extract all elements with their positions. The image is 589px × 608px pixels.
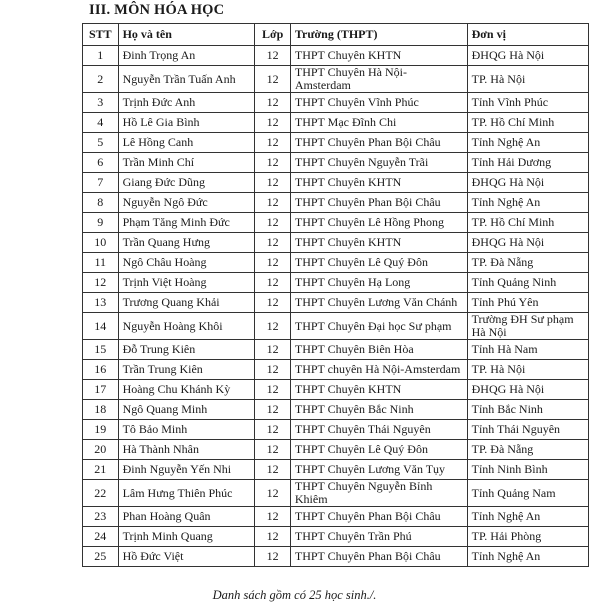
table-row	[83, 527, 589, 547]
cell-school: THPT Chuyên Phan Bội Châu	[290, 133, 467, 153]
cell-name: Lâm Hưng Thiên Phúc	[118, 480, 255, 507]
table-row	[83, 233, 589, 253]
cell-grade: 12	[255, 380, 290, 400]
cell-school: THPT Chuyên KHTN	[290, 173, 467, 193]
cell-unit: Tỉnh Ninh Bình	[467, 460, 588, 480]
table-row	[83, 133, 589, 153]
cell-grade: 12	[255, 340, 290, 360]
cell-school: THPT Chuyên Bắc Ninh	[290, 400, 467, 420]
table-row	[83, 213, 589, 233]
table-row	[83, 420, 589, 440]
cell-grade: 12	[255, 507, 290, 527]
student-table	[82, 23, 589, 567]
cell-grade: 12	[255, 360, 290, 380]
section-title: III. MÔN HÓA HỌC	[89, 2, 225, 18]
cell-stt: 11	[83, 253, 119, 273]
cell-school: THPT Chuyên Vĩnh Phúc	[290, 93, 467, 113]
cell-unit: Tỉnh Nghệ An	[467, 547, 588, 567]
cell-unit: Tỉnh Nghệ An	[467, 133, 588, 153]
cell-grade: 12	[255, 133, 290, 153]
cell-name: Đỗ Trung Kiên	[118, 340, 255, 360]
cell-unit: Tỉnh Quảng Ninh	[467, 273, 588, 293]
header-school: Trường (THPT)	[290, 24, 467, 46]
cell-stt: 20	[83, 440, 119, 460]
cell-school: THPT Chuyên Biên Hòa	[290, 340, 467, 360]
cell-school: THPT Chuyên Lương Văn Chánh	[290, 293, 467, 313]
cell-school: THPT Chuyên Trần Phú	[290, 527, 467, 547]
cell-unit: TP. Hồ Chí Minh	[467, 113, 588, 133]
cell-stt: 14	[83, 313, 119, 340]
cell-name: Trịnh Đức Anh	[118, 93, 255, 113]
cell-name: Trương Quang Khải	[118, 293, 255, 313]
table-row	[83, 253, 589, 273]
cell-grade: 12	[255, 420, 290, 440]
cell-grade: 12	[255, 113, 290, 133]
cell-grade: 12	[255, 400, 290, 420]
cell-unit: TP. Hồ Chí Minh	[467, 213, 588, 233]
cell-stt: 10	[83, 233, 119, 253]
cell-name: Phạm Tăng Minh Đức	[118, 213, 255, 233]
cell-school: THPT Chuyên Hạ Long	[290, 273, 467, 293]
cell-stt: 5	[83, 133, 119, 153]
table-row	[83, 273, 589, 293]
table-row	[83, 313, 589, 340]
table-row	[83, 113, 589, 133]
cell-stt: 3	[83, 93, 119, 113]
cell-grade: 12	[255, 153, 290, 173]
cell-name: Đinh Nguyễn Yến Nhi	[118, 460, 255, 480]
table-body	[83, 46, 589, 567]
table-row	[83, 360, 589, 380]
cell-school: THPT Chuyên Nguyễn Bỉnh Khiêm	[290, 480, 467, 507]
cell-school: THPT Chuyên Hà Nội-Amsterdam	[290, 66, 467, 93]
cell-grade: 12	[255, 253, 290, 273]
cell-name: Nguyễn Ngô Đức	[118, 193, 255, 213]
table-row	[83, 173, 589, 193]
cell-school: THPT Chuyên Đại học Sư phạm	[290, 313, 467, 340]
cell-school: THPT chuyên Hà Nội-Amsterdam	[290, 360, 467, 380]
table-row	[83, 380, 589, 400]
cell-unit: ĐHQG Hà Nội	[467, 46, 588, 66]
cell-stt: 1	[83, 46, 119, 66]
cell-unit: TP. Hà Nội	[467, 360, 588, 380]
cell-school: THPT Chuyên Phan Bội Châu	[290, 547, 467, 567]
cell-grade: 12	[255, 66, 290, 93]
cell-unit: Tỉnh Hải Dương	[467, 153, 588, 173]
cell-unit: Tỉnh Thái Nguyên	[467, 420, 588, 440]
cell-grade: 12	[255, 46, 290, 66]
cell-grade: 12	[255, 233, 290, 253]
cell-school: THPT Chuyên Phan Bội Châu	[290, 507, 467, 527]
header-stt: STT	[83, 24, 119, 46]
cell-unit: TP. Hải Phòng	[467, 527, 588, 547]
cell-unit: Tỉnh Vĩnh Phúc	[467, 93, 588, 113]
header-grade: Lớp	[255, 24, 290, 46]
table-row	[83, 460, 589, 480]
table-row	[83, 153, 589, 173]
table-row	[83, 440, 589, 460]
cell-school: THPT Chuyên Lê Hồng Phong	[290, 213, 467, 233]
cell-stt: 9	[83, 213, 119, 233]
cell-name: Hà Thành Nhân	[118, 440, 255, 460]
cell-school: THPT Chuyên Phan Bội Châu	[290, 193, 467, 213]
cell-school: THPT Chuyên Lê Quý Đôn	[290, 253, 467, 273]
cell-school: THPT Chuyên Lê Quý Đôn	[290, 440, 467, 460]
cell-name: Hoàng Chu Khánh Kỳ	[118, 380, 255, 400]
table-header-row	[83, 24, 589, 46]
cell-grade: 12	[255, 273, 290, 293]
cell-unit: ĐHQG Hà Nội	[467, 233, 588, 253]
cell-school: THPT Chuyên KHTN	[290, 233, 467, 253]
cell-name: Hồ Lê Gia Bình	[118, 113, 255, 133]
table-row	[83, 507, 589, 527]
cell-name: Đinh Trọng An	[118, 46, 255, 66]
cell-school: THPT Mạc Đĩnh Chi	[290, 113, 467, 133]
cell-grade: 12	[255, 460, 290, 480]
cell-grade: 12	[255, 193, 290, 213]
cell-unit: Tỉnh Nghệ An	[467, 507, 588, 527]
cell-stt: 19	[83, 420, 119, 440]
cell-unit: Tỉnh Nghệ An	[467, 193, 588, 213]
cell-stt: 17	[83, 380, 119, 400]
cell-grade: 12	[255, 173, 290, 193]
cell-name: Tô Bảo Minh	[118, 420, 255, 440]
cell-name: Trần Minh Chí	[118, 153, 255, 173]
cell-name: Giang Đức Dũng	[118, 173, 255, 193]
cell-grade: 12	[255, 293, 290, 313]
cell-stt: 15	[83, 340, 119, 360]
cell-stt: 12	[83, 273, 119, 293]
cell-unit: Tỉnh Phú Yên	[467, 293, 588, 313]
cell-grade: 12	[255, 213, 290, 233]
cell-school: THPT Chuyên Lương Văn Tụy	[290, 460, 467, 480]
cell-grade: 12	[255, 547, 290, 567]
cell-school: THPT Chuyên KHTN	[290, 380, 467, 400]
cell-stt: 8	[83, 193, 119, 213]
table-row	[83, 66, 589, 93]
cell-unit: Tỉnh Bắc Ninh	[467, 400, 588, 420]
cell-name: Trần Trung Kiên	[118, 360, 255, 380]
table-row	[83, 46, 589, 66]
cell-unit: TP. Hà Nội	[467, 66, 588, 93]
cell-school: THPT Chuyên KHTN	[290, 46, 467, 66]
cell-name: Hồ Đức Việt	[118, 547, 255, 567]
cell-school: THPT Chuyên Nguyễn Trãi	[290, 153, 467, 173]
cell-unit: ĐHQG Hà Nội	[467, 173, 588, 193]
cell-stt: 23	[83, 507, 119, 527]
cell-grade: 12	[255, 480, 290, 507]
cell-stt: 25	[83, 547, 119, 567]
cell-unit: ĐHQG Hà Nội	[467, 380, 588, 400]
cell-stt: 4	[83, 113, 119, 133]
cell-grade: 12	[255, 527, 290, 547]
table-row	[83, 547, 589, 567]
cell-stt: 13	[83, 293, 119, 313]
cell-stt: 6	[83, 153, 119, 173]
cell-grade: 12	[255, 313, 290, 340]
table-row	[83, 293, 589, 313]
cell-name: Trịnh Việt Hoàng	[118, 273, 255, 293]
cell-name: Nguyễn Trần Tuấn Anh	[118, 66, 255, 93]
cell-name: Trịnh Minh Quang	[118, 527, 255, 547]
cell-grade: 12	[255, 440, 290, 460]
cell-unit: TP. Đà Nẵng	[467, 440, 588, 460]
cell-stt: 2	[83, 66, 119, 93]
cell-grade: 12	[255, 93, 290, 113]
cell-stt: 21	[83, 460, 119, 480]
cell-name: Phan Hoàng Quân	[118, 507, 255, 527]
cell-stt: 18	[83, 400, 119, 420]
cell-stt: 7	[83, 173, 119, 193]
cell-unit: Tỉnh Quảng Nam	[467, 480, 588, 507]
cell-name: Trần Quang Hưng	[118, 233, 255, 253]
header-name: Họ và tên	[118, 24, 255, 46]
cell-name: Lê Hồng Canh	[118, 133, 255, 153]
cell-stt: 22	[83, 480, 119, 507]
cell-stt: 16	[83, 360, 119, 380]
cell-unit: Trường ĐH Sư phạm Hà Nội	[467, 313, 588, 340]
cell-unit: TP. Đà Nẵng	[467, 253, 588, 273]
table-row	[83, 340, 589, 360]
cell-name: Ngô Quang Minh	[118, 400, 255, 420]
footer-note: Danh sách gồm có 25 học sinh./.	[212, 588, 377, 602]
table-row	[83, 93, 589, 113]
table-row	[83, 193, 589, 213]
cell-unit: Tỉnh Hà Nam	[467, 340, 588, 360]
table-row	[83, 480, 589, 507]
cell-stt: 24	[83, 527, 119, 547]
header-unit: Đơn vị	[467, 24, 588, 46]
cell-name: Ngô Châu Hoàng	[118, 253, 255, 273]
cell-school: THPT Chuyên Thái Nguyên	[290, 420, 467, 440]
cell-name: Nguyễn Hoàng Khôi	[118, 313, 255, 340]
table-row	[83, 400, 589, 420]
